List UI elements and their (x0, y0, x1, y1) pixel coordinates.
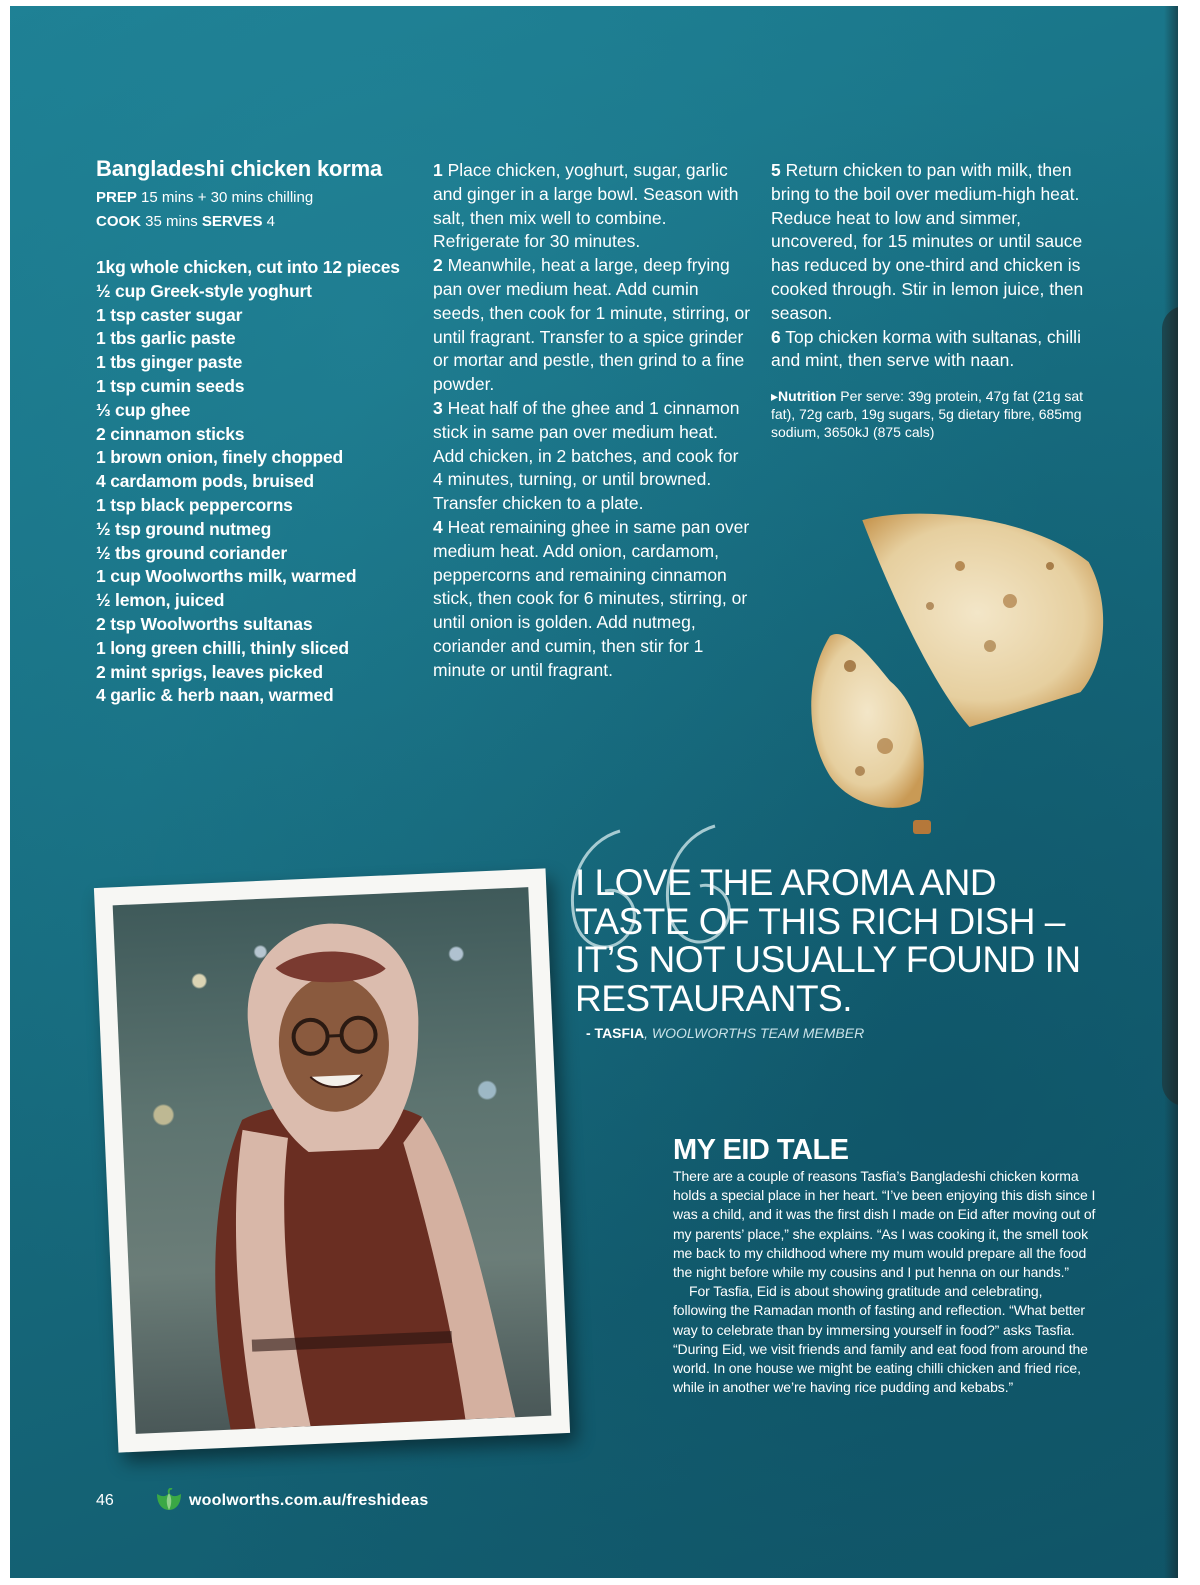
nutrition-label: Nutrition (778, 388, 837, 405)
pull-quote: I LOVE THE AROMA AND TASTE OF THIS RICH DISH – IT’S NOT USUALLY FOUND IN RESTAURANTS. (575, 862, 1081, 1019)
step-number: 2 (433, 255, 443, 276)
eid-tale-paragraph: There are a couple of reasons Tasfia’s Bangladeshi chicken korma holds a special place in her heart. “I’ve been enjoying this dish since I was a child, and it was the first dish I made on Eid after moving out of my parents’ place,” she explains. “As I was cooking it, the smell took me back to my childhood where my mum would prepare all the food the night before while my cousins and I put henna on our hands.” (673, 1168, 1096, 1281)
nutrition-text: Per serve: 39g protein, 47g fat (21g sat fat), 72g carb, 19g sugars, 5g dietary fibre, 685mg sodium, 3650kJ (875 cals) (771, 388, 1084, 441)
ingredient-item: 1 tsp black peppercorns (96, 494, 293, 515)
ingredient-item: ½ tsp ground nutmeg (96, 518, 272, 539)
prep-label: PREP (96, 189, 137, 206)
website-link[interactable]: woolworths.com.au/freshideas (189, 1492, 429, 1509)
page-number: 46 (96, 1492, 114, 1509)
step-number: 4 (433, 516, 443, 537)
eid-tale-body (673, 1167, 1098, 1397)
step-text: Top chicken korma with sultanas, chilli and mint, then serve with naan. (771, 326, 1081, 371)
naan-bread-image (790, 506, 1120, 846)
ingredient-item: 1 tbs ginger paste (96, 352, 243, 373)
step-number: 6 (771, 326, 781, 347)
nutrition-info (771, 387, 1093, 441)
recipe-meta (96, 186, 416, 234)
quote-attribution (586, 1025, 864, 1041)
recipe-title: Bangladeshi chicken korma (96, 156, 382, 181)
ingredient-item: ½ cup Greek-style yoghurt (96, 280, 312, 301)
ingredient-item: 4 cardamom pods, bruised (96, 471, 314, 492)
step-number: 1 (433, 160, 443, 180)
ingredient-item: ½ lemon, juiced (96, 590, 225, 611)
ingredient-item: 1 tsp cumin seeds (96, 375, 245, 396)
method-step (433, 516, 751, 683)
ingredient-item: ⅓ cup ghee (96, 399, 191, 420)
method-steps-continued (771, 159, 1093, 373)
page-edge-shadow (1164, 6, 1178, 1578)
quote-role: , WOOLWORTHS TEAM MEMBER (644, 1025, 865, 1041)
ingredient-item: 2 cinnamon sticks (96, 423, 245, 444)
cook-serves (96, 210, 416, 234)
prep-time (96, 186, 416, 210)
method-step (433, 254, 751, 397)
portrait-photo (113, 887, 552, 1434)
ingredient-item: 1 tsp caster sugar (96, 304, 243, 325)
recipe-ingredients-column (96, 156, 416, 708)
ingredient-item: 4 garlic & herb naan, warmed (96, 685, 334, 706)
ingredient-list (96, 256, 416, 708)
ingredient-item: 2 mint sprigs, leaves picked (96, 661, 323, 682)
eid-tale-heading: MY EID TALE (673, 1134, 849, 1166)
portrait-figure (113, 887, 552, 1434)
step-text: Place chicken, yoghurt, sugar, garlic and ginger in a large bowl. Season with salt, then mix well to combine. Refrigerate for 30 minutes. (433, 160, 739, 252)
eid-tale-paragraph: For Tasfia, Eid is about showing gratitude and celebrating, following the Ramadan month of fasting and reflection. “What better way to celebrate than by immersing yourself in food?” asks Tasfia. “During Eid, we visit friends and family and eat food from around the world. In one house we might be eating chilli chicken and fried rice, while in another we’re having rice pudding and kebabs.” (673, 1283, 1088, 1396)
method-column-2 (771, 159, 1093, 441)
ingredient-item: ½ tbs ground coriander (96, 542, 288, 563)
woolworths-logo-icon (154, 1488, 184, 1512)
cook-label: COOK (96, 213, 141, 230)
ingredient-item: 1 cup Woolworths milk, warmed (96, 566, 357, 587)
method-step (771, 326, 1093, 374)
step-number: 5 (771, 160, 781, 180)
ingredient-item: 1 long green chilli, thinly sliced (96, 637, 349, 658)
quote-author: - TASFIA (586, 1025, 645, 1041)
ingredient-item: 1 brown onion, finely chopped (96, 447, 343, 468)
step-text: Heat half of the ghee and 1 cinnamon stick in same pan over medium heat. Add chicken, in 2 batches, and cook for 4 minutes, turning, or until browned. Transfer chicken to a plate. (433, 397, 740, 514)
serves-value: 4 (266, 213, 275, 230)
portrait-photo-frame (94, 868, 570, 1452)
ingredient-item: 1 tbs garlic paste (96, 328, 236, 349)
ingredient-item: 1kg whole chicken, cut into 12 pieces (96, 257, 400, 277)
ingredient-item: 2 tsp Woolworths sultanas (96, 613, 313, 634)
step-text: Return chicken to pan with milk, then bring to the boil over medium-high heat. Reduce heat to low and simmer, uncovered, for 15 minutes or until sauce has reduced by one-third and chicken is cooked through. Stir in lemon juice, then season. (771, 160, 1084, 323)
step-text: Heat remaining ghee in same pan over medium heat. Add onion, cardamom, peppercorns and remaining cinnamon stick, then cook for 6 minutes, stirring, or until onion is golden. Add nutmeg, coriander and cumin, then stir for 1 minute or until fragrant. (433, 516, 750, 680)
serves-label: SERVES (201, 213, 263, 230)
magazine-page (10, 6, 1178, 1578)
method-step (433, 397, 751, 516)
cook-value: 35 mins (145, 213, 198, 230)
method-column-1 (433, 159, 751, 683)
step-number: 3 (433, 397, 443, 418)
nutrition-arrow-icon: ▸ (771, 388, 779, 405)
prep-value: 15 mins + 30 mins chilling (141, 189, 314, 206)
step-text: Meanwhile, heat a large, deep frying pan over medium heat. Add cumin seeds, then cook for 1 minute, stirring, or until fragrant. Transfer to a spice grinder or mortar and pestle, then grind to a fine powder. (433, 255, 751, 395)
method-step (433, 159, 751, 254)
method-step (771, 159, 1093, 326)
